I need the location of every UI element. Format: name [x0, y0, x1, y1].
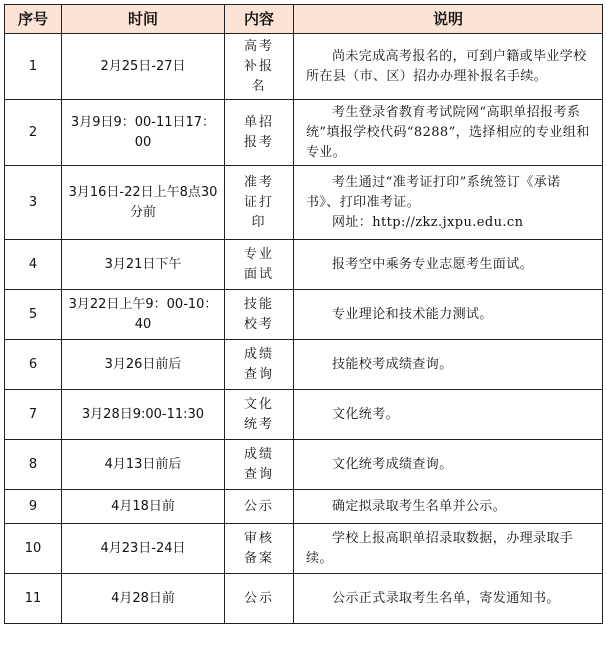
table-row	[5, 524, 603, 574]
row-time	[62, 440, 225, 490]
row-time-text: 3月21日下午	[104, 256, 182, 272]
row-time-text: 4月18日前	[111, 498, 175, 514]
row-no: 10	[5, 524, 62, 574]
row-type	[225, 290, 294, 340]
table-row	[5, 340, 603, 390]
table-row	[5, 100, 603, 166]
row-desc	[294, 524, 603, 574]
row-type-text: 单招报考	[244, 114, 275, 150]
row-desc-text: 文化统考。	[332, 406, 400, 422]
row-time	[62, 490, 225, 524]
row-desc-text: 公示正式录取考生名单，寄发通知书。	[332, 590, 560, 606]
header-desc: 说明	[294, 5, 603, 34]
table-header-row	[5, 5, 603, 34]
row-desc	[294, 490, 603, 524]
row-type-text: 专业面试	[244, 246, 275, 282]
row-desc-text: 学校上报高职单招录取数据，办理录取手续。	[306, 530, 574, 566]
row-no: 8	[5, 440, 62, 490]
row-time	[62, 240, 225, 290]
row-type-text: 公示	[244, 590, 275, 606]
schedule-table	[4, 4, 603, 624]
table-row	[5, 574, 603, 624]
row-desc	[294, 166, 603, 240]
row-time-text: 3月22日上午9：00-10：40	[68, 296, 218, 332]
row-type-text: 审核备案	[244, 530, 275, 566]
header-type: 内容	[225, 5, 294, 34]
row-time-text: 4月28日前	[111, 590, 175, 606]
row-no: 2	[5, 100, 62, 166]
row-type-text: 准考证打印	[244, 174, 275, 230]
row-type-text: 文化统考	[244, 396, 275, 432]
row-no: 11	[5, 574, 62, 624]
row-time-text: 3月9日9：00-11日17：00	[70, 114, 216, 150]
row-time-text: 3月16日-22日上午8点30分前	[68, 184, 218, 220]
row-type	[225, 166, 294, 240]
row-type	[225, 574, 294, 624]
row-type	[225, 34, 294, 100]
row-no: 6	[5, 340, 62, 390]
row-desc	[294, 340, 603, 390]
row-time-text: 3月28日9:00-11:30	[81, 406, 205, 422]
row-no: 5	[5, 290, 62, 340]
row-time	[62, 574, 225, 624]
table-row	[5, 390, 603, 440]
row-type	[225, 490, 294, 524]
row-time	[62, 34, 225, 100]
row-no: 7	[5, 390, 62, 440]
row-desc	[294, 390, 603, 440]
row-desc-text: 专业理论和技术能力测试。	[332, 306, 493, 322]
row-desc	[294, 240, 603, 290]
header-time: 时间	[62, 5, 225, 34]
row-time-text: 4月13日前后	[104, 456, 182, 472]
row-type	[225, 340, 294, 390]
row-type-text: 公示	[244, 498, 275, 514]
row-time-text: 3月26日前后	[104, 356, 182, 372]
row-type-text: 成绩查询	[244, 346, 275, 382]
row-time	[62, 390, 225, 440]
row-desc	[294, 290, 603, 340]
row-no: 1	[5, 34, 62, 100]
row-time	[62, 166, 225, 240]
row-type-text: 成绩查询	[244, 446, 275, 482]
row-type	[225, 390, 294, 440]
row-no: 3	[5, 166, 62, 240]
row-time-text: 2月25日-27日	[100, 58, 186, 74]
table-row	[5, 34, 603, 100]
row-time	[62, 100, 225, 166]
row-desc	[294, 440, 603, 490]
row-type	[225, 240, 294, 290]
row-time	[62, 524, 225, 574]
row-type-text: 高考补报名	[244, 38, 275, 94]
row-type	[225, 524, 294, 574]
table-row	[5, 240, 603, 290]
row-desc	[294, 100, 603, 166]
row-desc-text: 确定拟录取考生名单并公示。	[332, 498, 507, 514]
row-desc-text: 报考空中乘务专业志愿考生面试。	[332, 256, 534, 272]
row-no: 4	[5, 240, 62, 290]
table-row	[5, 440, 603, 490]
row-desc-text: 考生通过“准考证打印”系统签订《承诺书》、打印准考证。	[306, 174, 561, 210]
row-desc-text: 技能校考成绩查询。	[332, 356, 453, 372]
table-row	[5, 490, 603, 524]
row-desc-text: 尚未完成高考报名的，可到户籍或毕业学校所在县（市、区）招办办理补报名手续。	[306, 48, 587, 84]
row-type	[225, 440, 294, 490]
row-no: 9	[5, 490, 62, 524]
row-desc-text: 文化统考成绩查询。	[332, 456, 453, 472]
row-time	[62, 290, 225, 340]
table-row	[5, 166, 603, 240]
row-desc-text: 考生登录省教育考试院网“高职单招报考系统”填报学校代码“8288”，选择相应的专业组和专业。	[306, 104, 590, 160]
row-desc	[294, 574, 603, 624]
table-row	[5, 290, 603, 340]
row-desc	[294, 34, 603, 100]
row-time	[62, 340, 225, 390]
row-type	[225, 100, 294, 166]
row-type-text: 技能校考	[244, 296, 275, 332]
header-no: 序号	[5, 5, 62, 34]
row-desc-url: 网址：http://zkz.jxpu.edu.cn	[332, 214, 524, 230]
row-time-text: 4月23日-24日	[100, 540, 186, 556]
